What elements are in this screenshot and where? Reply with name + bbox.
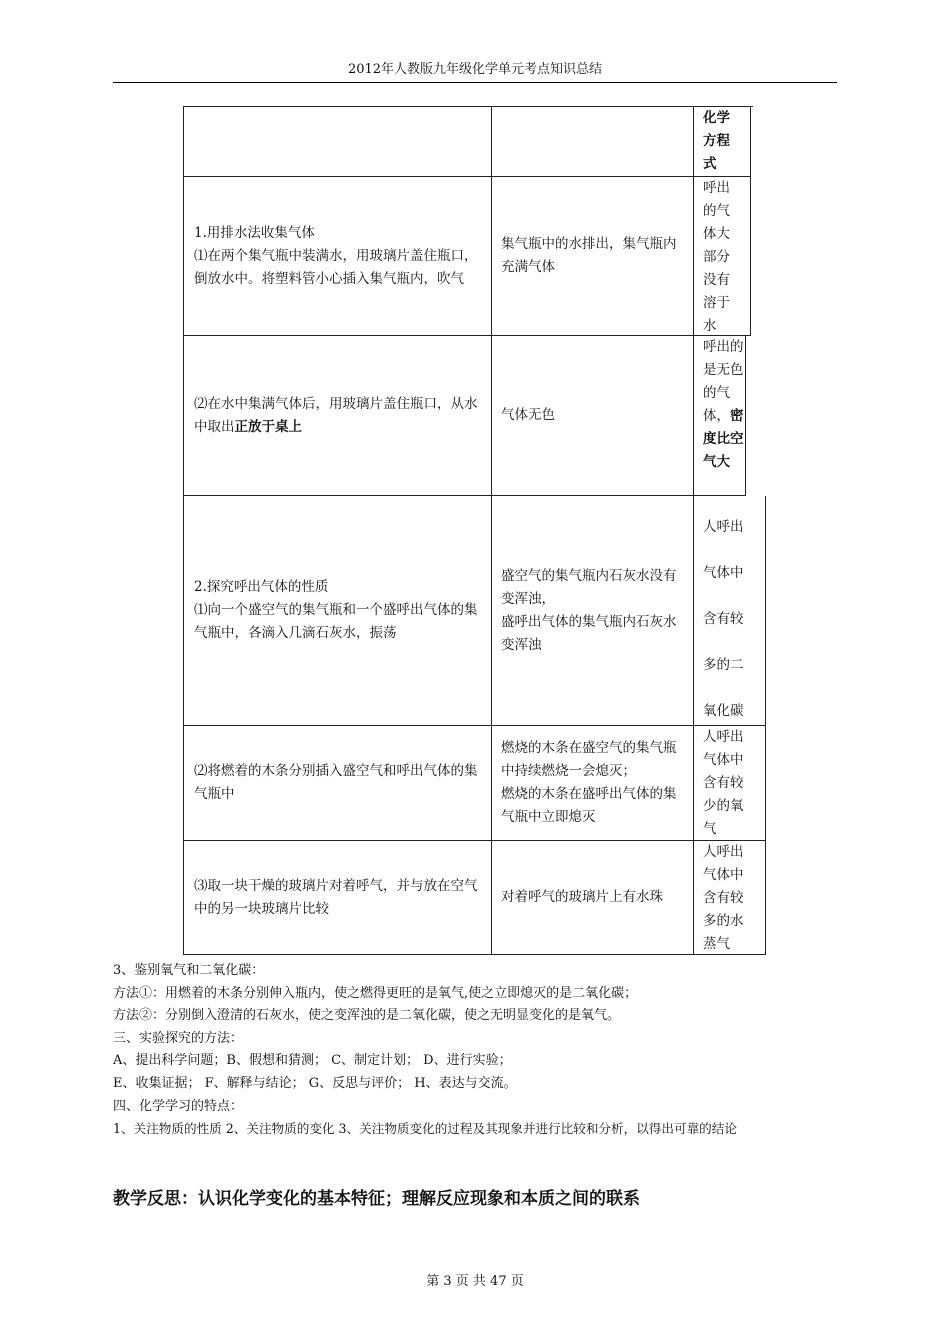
cell-text: 燃烧的木条在盛空气的集气瓶中持续燃烧一会熄灭； [501, 740, 677, 779]
cell-line: 体，密 [703, 408, 744, 424]
cell-text: ⑵将燃着的木条分别插入盛空气和呼出气体的集气瓶中 [194, 763, 478, 802]
page-header: 2012年人教版九年级化学单元考点知识总结 [113, 60, 837, 83]
cell-line: 气体中 [703, 565, 744, 581]
cell-line: 含有较 [703, 775, 744, 791]
cell-line: 多的二 [703, 657, 744, 673]
cell-line: 是无色 [703, 362, 744, 378]
cell-text: 集气瓶中的水排出，集气瓶内充满气体 [501, 236, 677, 275]
cell-text: 盛呼出气体的集气瓶内石灰水变浑浊 [501, 613, 677, 653]
table-cell-operation [183, 336, 492, 496]
cell-heading: 1.用排水法收集气体 [194, 224, 315, 241]
cell-line: 度比空 [703, 431, 744, 447]
cell-line: 含有较 [703, 890, 744, 906]
cell-text: 燃烧的木条在盛呼出气体的集气瓶中立即熄灭 [501, 786, 677, 825]
cell-line: 呼出的 [703, 339, 744, 355]
table-cell-conclusion [694, 177, 751, 336]
cell-text-bold: 正放于桌上 [234, 418, 302, 435]
cell-line: 含有较 [703, 611, 744, 627]
body-line: 三、实验探究的方法： [113, 1030, 244, 1046]
table-cell-operation [183, 496, 492, 726]
teaching-reflection: 教学反思：认识化学变化的基本特征；理解反应现象和本质之间的联系 [113, 1189, 640, 1209]
cell-line: 气 [703, 821, 717, 837]
cell-line: 气体中 [703, 867, 744, 883]
body-line: 方法②：分别倒入澄清的石灰水，使之变浑浊的是二氧化碳，使之无明显变化的是氧气。 [113, 1008, 621, 1024]
cell-line: 化学 [703, 110, 730, 126]
table-cell-phenomenon [492, 841, 694, 955]
cell-line: 少的氧 [703, 798, 744, 814]
cell-line: 体大 [703, 226, 730, 242]
cell-line: 没有 [703, 272, 730, 288]
cell-line: 溶于 [703, 295, 730, 311]
cell-line: 多的水 [703, 913, 744, 929]
cell-line: 的气 [703, 203, 730, 219]
body-line: 四、化学学习的特点： [113, 1098, 244, 1114]
cell-line: 人呼出 [703, 844, 744, 860]
table-cell-phenomenon [492, 336, 694, 496]
cell-text: 盛空气的集气瓶内石灰水没有变浑浊， [501, 567, 677, 607]
table-cell-conclusion [694, 726, 766, 841]
cell-line: 水 [703, 318, 717, 334]
table-cell-operation [183, 726, 492, 841]
table-cell-phenomenon [492, 496, 694, 726]
cell-text: 气体无色 [501, 407, 555, 423]
table-cell-equation [694, 106, 751, 177]
cell-line: 氧化碳 [703, 703, 744, 719]
cell-text: 对着呼气的玻璃片上有水珠 [501, 889, 663, 905]
cell-line: 方程 [703, 133, 730, 149]
cell-line: 蒸气 [703, 936, 730, 952]
cell-text-normal: ⑵在水中集满气体后，用玻璃片盖住瓶口，从水中取出 [194, 395, 478, 435]
body-line: 3、鉴别氧气和二氧化碳： [113, 963, 265, 978]
cell-line: 气大 [703, 454, 730, 470]
cell-line: 人呼出 [703, 729, 744, 745]
cell-line: 部分 [703, 249, 730, 265]
body-line: 方法①：用燃着的木条分别伸入瓶内，使之燃得更旺的是氧气,使之立即熄灭的是二氧化碳； [113, 985, 638, 1001]
body-line: 1、关注物质的性质 2、关注物质的变化 3、关注物质变化的过程及其现象并进行比较和分析，以得出可靠的结论 [113, 1121, 737, 1137]
cell-line: 人呼出 [703, 519, 744, 535]
table-cell-conclusion [694, 496, 766, 726]
table-cell-phenomenon [492, 106, 694, 177]
cell-text: ⑶取一块干燥的玻璃片对着呼气，并与放在空气中的另一块玻璃片比较 [194, 877, 478, 917]
cell-line: 气体中 [703, 752, 744, 768]
cell-text: ⑴在两个集气瓶中装满水，用玻璃片盖住瓶口，倒放水中。将塑料管小心插入集气瓶内，吹气 [194, 247, 478, 287]
cell-line: 呼出 [703, 180, 730, 196]
cell-text [194, 393, 481, 439]
page-footer: 第 3 页 共 47 页 [426, 1274, 524, 1289]
table-cell-operation [183, 177, 492, 336]
cell-line: 式 [703, 156, 717, 172]
body-text [113, 960, 843, 1141]
table-cell-operation [183, 106, 492, 177]
cell-text: ⑴向一个盛空气的集气瓶和一个盛呼出气体的集气瓶中，各滴入几滴石灰水，振荡 [194, 602, 478, 641]
table-cell-operation [183, 841, 492, 955]
table-cell-phenomenon [492, 726, 694, 841]
table-cell-phenomenon [492, 177, 694, 336]
body-line: E、收集证据； F、解释与结论； G、反思与评价； H、表达与交流。 [113, 1075, 517, 1091]
body-line: A、提出科学问题；B、假想和猜测； C、制定计划； D、进行实验； [113, 1053, 512, 1069]
table-cell-conclusion [694, 841, 766, 955]
cell-line: 的气 [703, 385, 730, 401]
cell-heading: 2.探究呼出气体的性质 [194, 579, 329, 595]
table-cell-conclusion [694, 336, 746, 496]
